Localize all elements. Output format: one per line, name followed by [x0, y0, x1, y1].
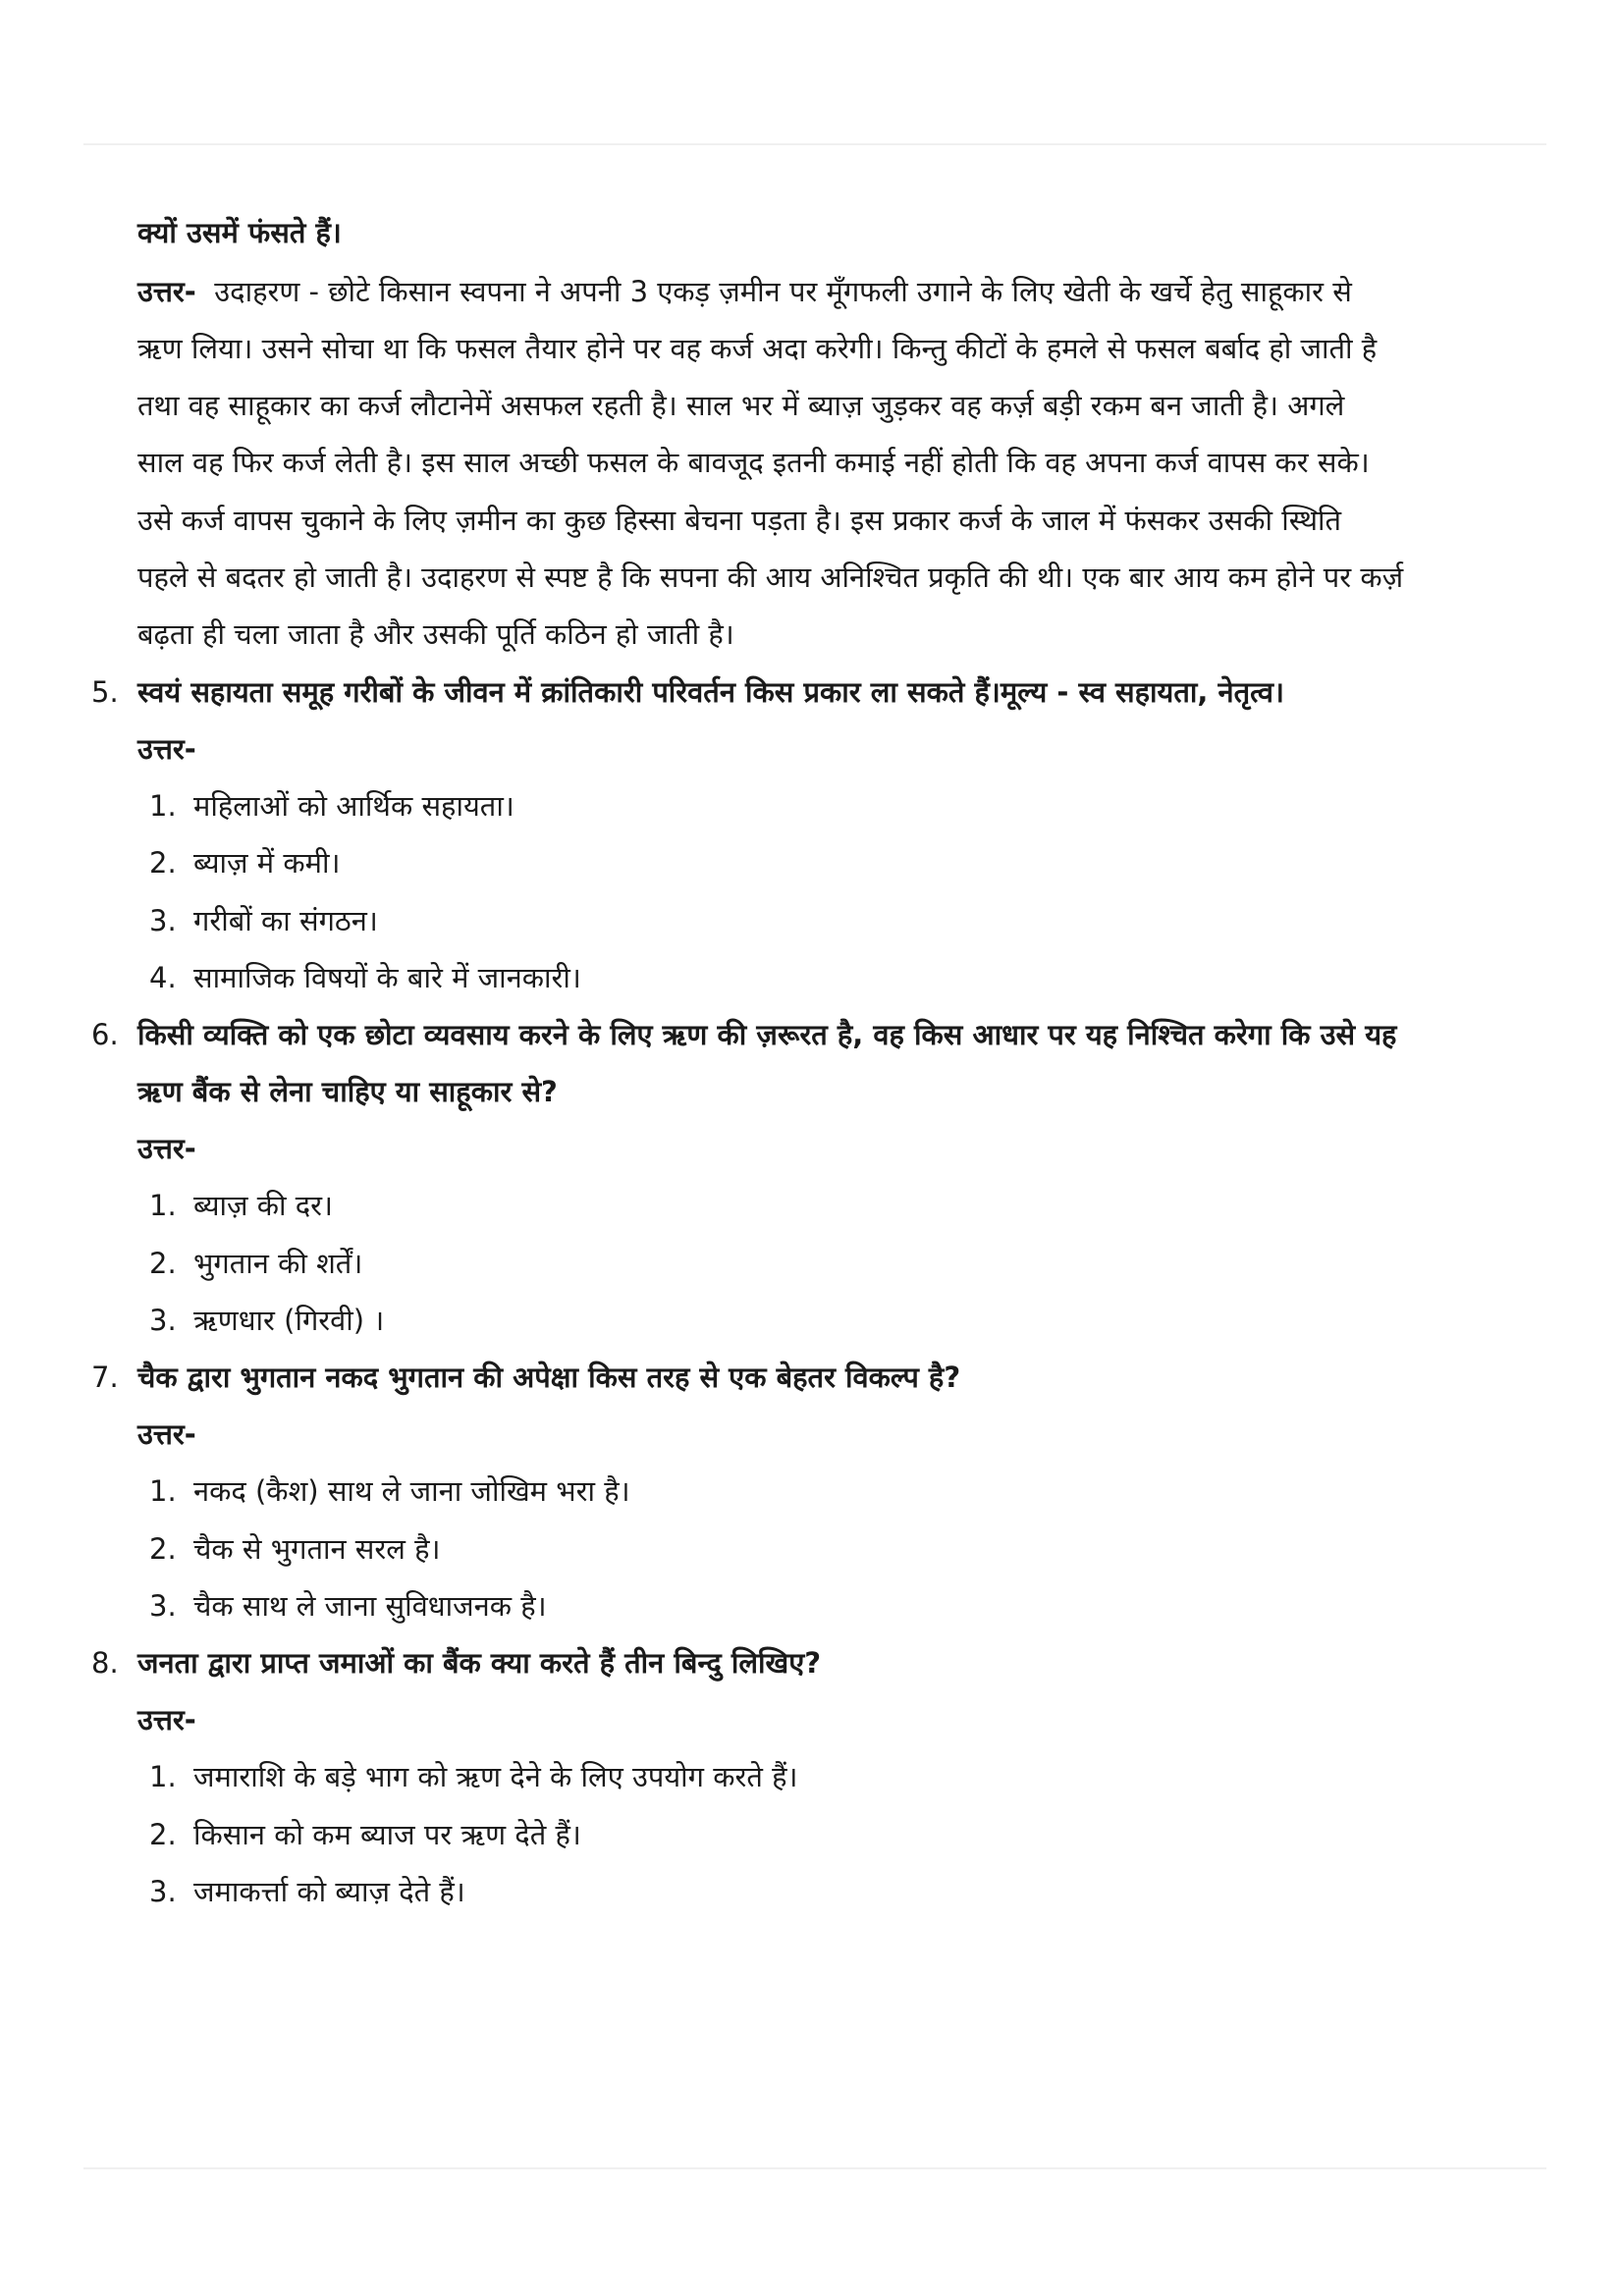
question-number: 7. — [91, 1361, 119, 1394]
answer-label: उत्तर- — [137, 732, 196, 766]
list-item: चैक से भुगतान सरल है। — [193, 1532, 441, 1566]
list-item-number: 1. — [149, 1760, 177, 1793]
question-text: ऋण बैंक से लेना चाहिए या साहूकार से? — [137, 1075, 558, 1108]
paragraph-line: तथा वह साहूकार का कर्ज लौटानेमें असफल रहती है। साल भर में ब्याज़ जुड़कर वह कर्ज़ बड़ी रकम बन जाती है। अगले — [137, 389, 1345, 422]
answer-label: उत्तर- — [137, 1703, 196, 1736]
question-number: 8. — [91, 1646, 119, 1680]
list-item: जमाकर्त्ता को ब्याज़ देते हैं। — [193, 1875, 465, 1908]
list-item-number: 3. — [149, 1304, 177, 1337]
question-number: 5. — [91, 675, 119, 709]
list-item-number: 2. — [149, 846, 177, 880]
paragraph-line: ऋण लिया। उसने सोचा था कि फसल तैयार होने पर वह कर्ज अदा करेगी। किन्तु कीटों के हमले से फसल बर्बाद हो जाती है — [137, 332, 1378, 365]
list-item: किसान को कम ब्याज पर ऋण देते हैं। — [193, 1818, 581, 1851]
list-item: चैक साथ ले जाना सुविधाजनक है। — [193, 1589, 547, 1623]
list-item: जमाराशि के बड़े भाग को ऋण देने के लिए उपयोग करते हैं। — [193, 1760, 798, 1793]
answer-label: उत्तर- — [137, 1132, 196, 1165]
list-item-number: 4. — [149, 961, 177, 994]
question-text: किसी व्यक्ति को एक छोटा व्यवसाय करने के लिए ऋण की ज़रूरत है, वह किस आधार पर यह निश्चित करेगा कि उसे यह — [137, 1018, 1397, 1051]
intro-answer-line — [137, 272, 1352, 311]
list-item-number: 2. — [149, 1818, 177, 1851]
question-text: जनता द्वारा प्राप्त जमाओं का बैंक क्या करते हैं तीन बिन्दु लिखिए? — [137, 1646, 822, 1680]
list-item: ऋणधार (गिरवी) । — [193, 1304, 385, 1337]
list-item: ब्याज़ की दर। — [193, 1189, 334, 1222]
list-item-number: 2. — [149, 1247, 177, 1280]
list-item-number: 3. — [149, 1875, 177, 1908]
answer-label: उत्तर- — [137, 275, 196, 308]
question-text: चैक द्वारा भुगतान नकद भुगतान की अपेक्षा किस तरह से एक बेहतर विकल्प है? — [137, 1361, 961, 1394]
list-item: गरीबों का संगठन। — [193, 904, 378, 937]
list-item-number: 1. — [149, 1474, 177, 1508]
header-divider — [83, 143, 1546, 145]
list-item-number: 3. — [149, 1589, 177, 1623]
question-text: स्वयं सहायता समूह गरीबों के जीवन में क्रांतिकारी परिवर्तन किस प्रकार ला सकते हैं।मूल्य - स्व सहायता, नेतृत्व। — [137, 675, 1284, 709]
question-continuation: क्यों उसमें फंसते हैं। — [137, 216, 342, 249]
list-item: ब्याज़ में कमी। — [193, 846, 341, 880]
answer-label: उत्तर- — [137, 1417, 196, 1451]
paragraph-line: पहले से बदतर हो जाती है। उदाहरण से स्पष्ट है कि सपना की आय अनिश्चित प्रकृति की थी। एक बार आय कम होने पर कर्ज़ — [137, 561, 1404, 594]
paragraph-line: बढ़ता ही चला जाता है और उसकी पूर्ति कठिन हो जाती है। — [137, 617, 734, 651]
list-item: सामाजिक विषयों के बारे में जानकारी। — [193, 961, 581, 994]
list-item: भुगतान की शर्तें। — [193, 1247, 363, 1280]
footer-divider — [83, 2167, 1546, 2169]
paragraph-line: उसे कर्ज वापस चुकाने के लिए ज़मीन का कुछ हिस्सा बेचना पड़ता है। इस प्रकार कर्ज के जाल में फंसकर उसकी स्थिति — [137, 504, 1342, 537]
list-item-number: 1. — [149, 789, 177, 823]
list-item: महिलाओं को आर्थिक सहायता। — [193, 789, 514, 823]
question-number: 6. — [91, 1018, 119, 1051]
paragraph-line: उदाहरण - छोटे किसान स्वपना ने अपनी 3 एकड़ ज़मीन पर मूँगफली उगाने के लिए खेती के खर्चे हेतु साहूकार से — [214, 275, 1352, 308]
list-item-number: 3. — [149, 904, 177, 937]
list-item: नकद (कैश) साथ ले जाना जोखिम भरा है। — [193, 1474, 630, 1508]
paragraph-line: साल वह फिर कर्ज लेती है। इस साल अच्छी फसल के बावजूद इतनी कमाई नहीं होती कि वह अपना कर्ज वापस कर सके। — [137, 446, 1370, 479]
list-item-number: 2. — [149, 1532, 177, 1566]
list-item-number: 1. — [149, 1189, 177, 1222]
